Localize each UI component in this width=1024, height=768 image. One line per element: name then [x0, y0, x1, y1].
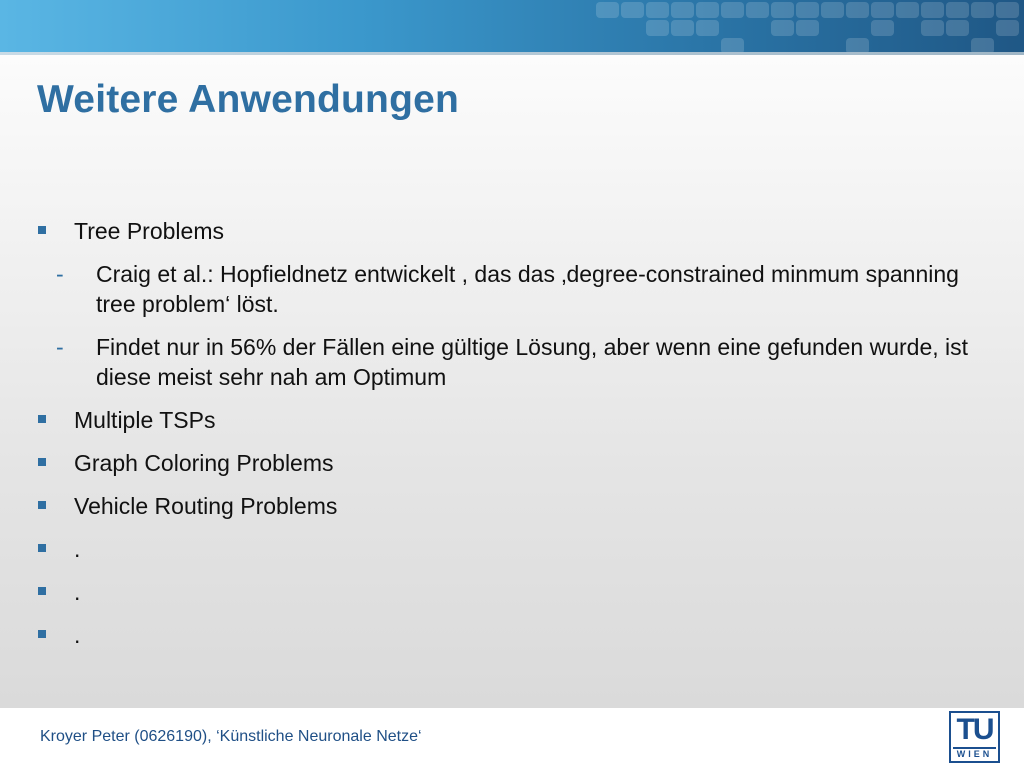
bullet-list	[36, 216, 996, 663]
decor-tile	[921, 20, 944, 36]
decor-tile	[971, 2, 994, 18]
dash-bullet-icon: -	[56, 334, 64, 360]
decor-tile	[846, 38, 869, 52]
tu-wien-logo	[949, 711, 1000, 763]
square-bullet-icon	[38, 544, 46, 552]
decor-tile	[721, 2, 744, 18]
bullet-item	[36, 577, 996, 607]
decor-tile	[671, 2, 694, 18]
sub-bullet-item	[36, 332, 996, 392]
square-bullet-icon	[38, 501, 46, 509]
decor-tile	[946, 2, 969, 18]
bullet-item	[36, 534, 996, 564]
bullet-item	[36, 620, 996, 650]
logo-tu-text: TU	[956, 713, 993, 746]
decor-tile	[771, 20, 794, 36]
decor-tile	[871, 20, 894, 36]
decor-tile	[871, 2, 894, 18]
decor-tile	[696, 20, 719, 36]
square-bullet-icon	[38, 458, 46, 466]
decor-tile	[846, 2, 869, 18]
decor-tile	[696, 2, 719, 18]
decor-tile	[896, 2, 919, 18]
bullet-text: Multiple TSPs	[74, 407, 216, 433]
decor-tile	[596, 2, 619, 18]
bullet-text: Vehicle Routing Problems	[74, 493, 338, 519]
decor-tile	[721, 38, 744, 52]
slide-title: Weitere Anwendungen	[37, 78, 460, 121]
logo-wien-text: WIEN	[956, 749, 993, 759]
square-bullet-icon	[38, 415, 46, 423]
bullet-text: .	[74, 536, 81, 562]
decor-tile	[746, 2, 769, 18]
decor-tile	[671, 20, 694, 36]
header-divider	[0, 52, 1024, 55]
decor-tile	[996, 2, 1019, 18]
decor-tile	[821, 2, 844, 18]
bullet-text: .	[74, 579, 81, 605]
decor-tile	[646, 2, 669, 18]
bullet-text: Tree Problems	[74, 218, 224, 244]
decor-tile	[796, 20, 819, 36]
header-band	[0, 0, 1024, 52]
bullet-item	[36, 216, 996, 246]
bullet-item	[36, 448, 996, 478]
decor-tile	[921, 2, 944, 18]
sub-bullet-item	[36, 259, 996, 319]
square-bullet-icon	[38, 630, 46, 638]
bullet-text: .	[74, 622, 81, 648]
decor-tile	[946, 20, 969, 36]
bullet-item	[36, 491, 996, 521]
sub-bullet-text: Findet nur in 56% der Fällen eine gültige Lösung, aber wenn eine gefunden wurde, ist diese meist sehr nah am Optimum	[96, 334, 969, 390]
bullet-text: Graph Coloring Problems	[74, 450, 334, 476]
decor-tile	[771, 2, 794, 18]
footer-text: Kroyer Peter (0626190), ‘Künstliche Neuronale Netze‘	[40, 728, 422, 745]
dash-bullet-icon: -	[56, 261, 64, 287]
decor-tile	[996, 20, 1019, 36]
square-bullet-icon	[38, 226, 46, 234]
decor-tile	[796, 2, 819, 18]
decor-tile	[971, 38, 994, 52]
decor-tile	[646, 20, 669, 36]
sub-bullet-text: Craig et al.: Hopfieldnetz entwickelt , das das ‚degree-constrained minmum spanning tree problem‘ löst.	[96, 261, 959, 317]
bullet-item	[36, 405, 996, 435]
square-bullet-icon	[38, 587, 46, 595]
decor-tile	[621, 2, 644, 18]
